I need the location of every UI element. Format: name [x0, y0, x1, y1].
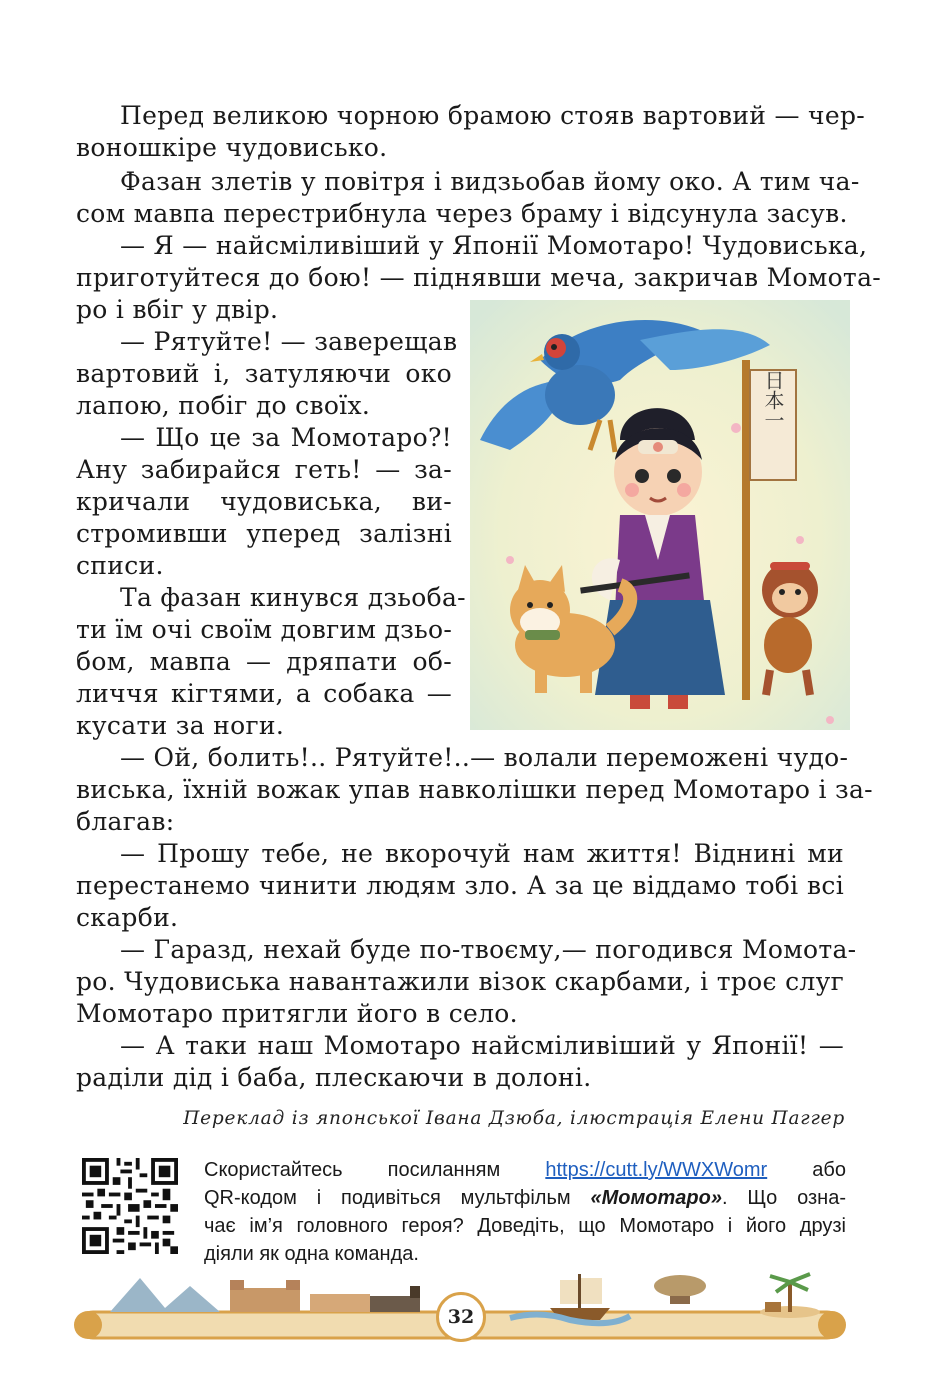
- story-line: благав:: [76, 807, 175, 836]
- story-line: скарби.: [76, 903, 179, 932]
- castle-icon: [230, 1280, 370, 1312]
- train-icon: [370, 1286, 420, 1312]
- ship-icon: [550, 1274, 610, 1320]
- note-row-2: [204, 1184, 846, 1212]
- story-line: — А таки наш Момотаро найсміливіший у Японії! —: [120, 1031, 844, 1060]
- story-line: сом мавпа перестрибнула через браму і відсунула засув.: [76, 199, 848, 228]
- palm-island-icon: [760, 1274, 820, 1318]
- story-line: лапою, побіг до своїх.: [76, 391, 371, 420]
- note-text: або: [812, 1159, 846, 1181]
- note-text: . Що озна-: [721, 1187, 846, 1209]
- story-line: кусати за ноги.: [76, 711, 285, 740]
- story-line: личчя кігтями, а собака —: [76, 679, 452, 708]
- story-line: — Гаразд, нехай буде по-твоєму,— погодився Момота-: [120, 935, 857, 964]
- momotaro-illustration: [470, 300, 850, 730]
- story-line: — Рятуйте! — заверещав: [120, 327, 458, 356]
- story-line: списи.: [76, 551, 164, 580]
- story-line: вартовий і, затуляючи око: [76, 359, 452, 388]
- note-text: QR-кодом і подивіться мультфільм: [204, 1187, 591, 1209]
- story-line: ро. Чудовиська навантажили візок скарбами, і троє слуг: [76, 967, 844, 996]
- airship-icon: [654, 1275, 706, 1304]
- story-line: стромивши уперед залізні: [76, 519, 452, 548]
- story-line: бом, мавпа — дряпати об-: [76, 647, 452, 676]
- note-row-3: чає ім’я головного героя? Доведіть, що Момотаро і його друзі: [204, 1215, 846, 1237]
- story-line: ти їм очі своїм довгим дзьо-: [76, 615, 453, 644]
- story-line: Фазан злетів у повітря і видзьобав йому око. А тим ча-: [120, 167, 860, 196]
- story-line: — Ой, болить!.. Рятуйте!..— волали переможені чудо-: [120, 743, 849, 772]
- story-line: Момотаро притягли його в село.: [76, 999, 518, 1028]
- story-line: виська, їхній вожак упав навколішки перед Момотаро і за-: [76, 775, 873, 804]
- mountain-icon: [110, 1278, 220, 1312]
- note-row-1: [204, 1156, 846, 1184]
- banner-text: 日本一: [761, 370, 785, 430]
- story-line: — Я — найсміливіший у Японії Момотаро! Чудовиська,: [120, 231, 868, 260]
- translation-credit: Переклад із японської Івана Дзюба, ілюстрація Елени Паггер: [183, 1108, 845, 1129]
- note-row-4: діяли як одна команда.: [204, 1243, 419, 1265]
- story-line: раділи дід і баба, плескаючи в долоні.: [76, 1063, 592, 1092]
- story-line: Перед великою чорною брамою стояв вартовий — чер-: [120, 101, 866, 130]
- story-line: — Що це за Момотаро?!: [120, 423, 452, 452]
- story-line: воношкіре чудовисько.: [76, 133, 388, 162]
- video-note: [204, 1156, 846, 1268]
- story-line: Ану забирайся геть! — за-: [76, 455, 452, 484]
- story-line: кричали чудовиська, ви-: [76, 487, 452, 516]
- film-title: «Момотаро»: [590, 1187, 722, 1209]
- story-line: приготуйтеся до бою! — піднявши меча, закричав Момота-: [76, 263, 882, 292]
- qr-code-icon[interactable]: [82, 1158, 178, 1254]
- story-line: ро і вбіг у двір.: [76, 295, 279, 324]
- story-line: перестанемо чинити людям зло. А за це віддамо тобі всі: [76, 871, 844, 900]
- story-line: Та фазан кинувся дзьоба-: [120, 583, 466, 612]
- page-number: 32: [436, 1292, 486, 1342]
- story-line: — Прошу тебе, не вкорочуй нам життя! Віднині ми: [120, 839, 844, 868]
- video-link[interactable]: https://cutt.ly/WWXWomr: [545, 1159, 768, 1181]
- note-text: Скористайтесь посиланням: [204, 1159, 501, 1181]
